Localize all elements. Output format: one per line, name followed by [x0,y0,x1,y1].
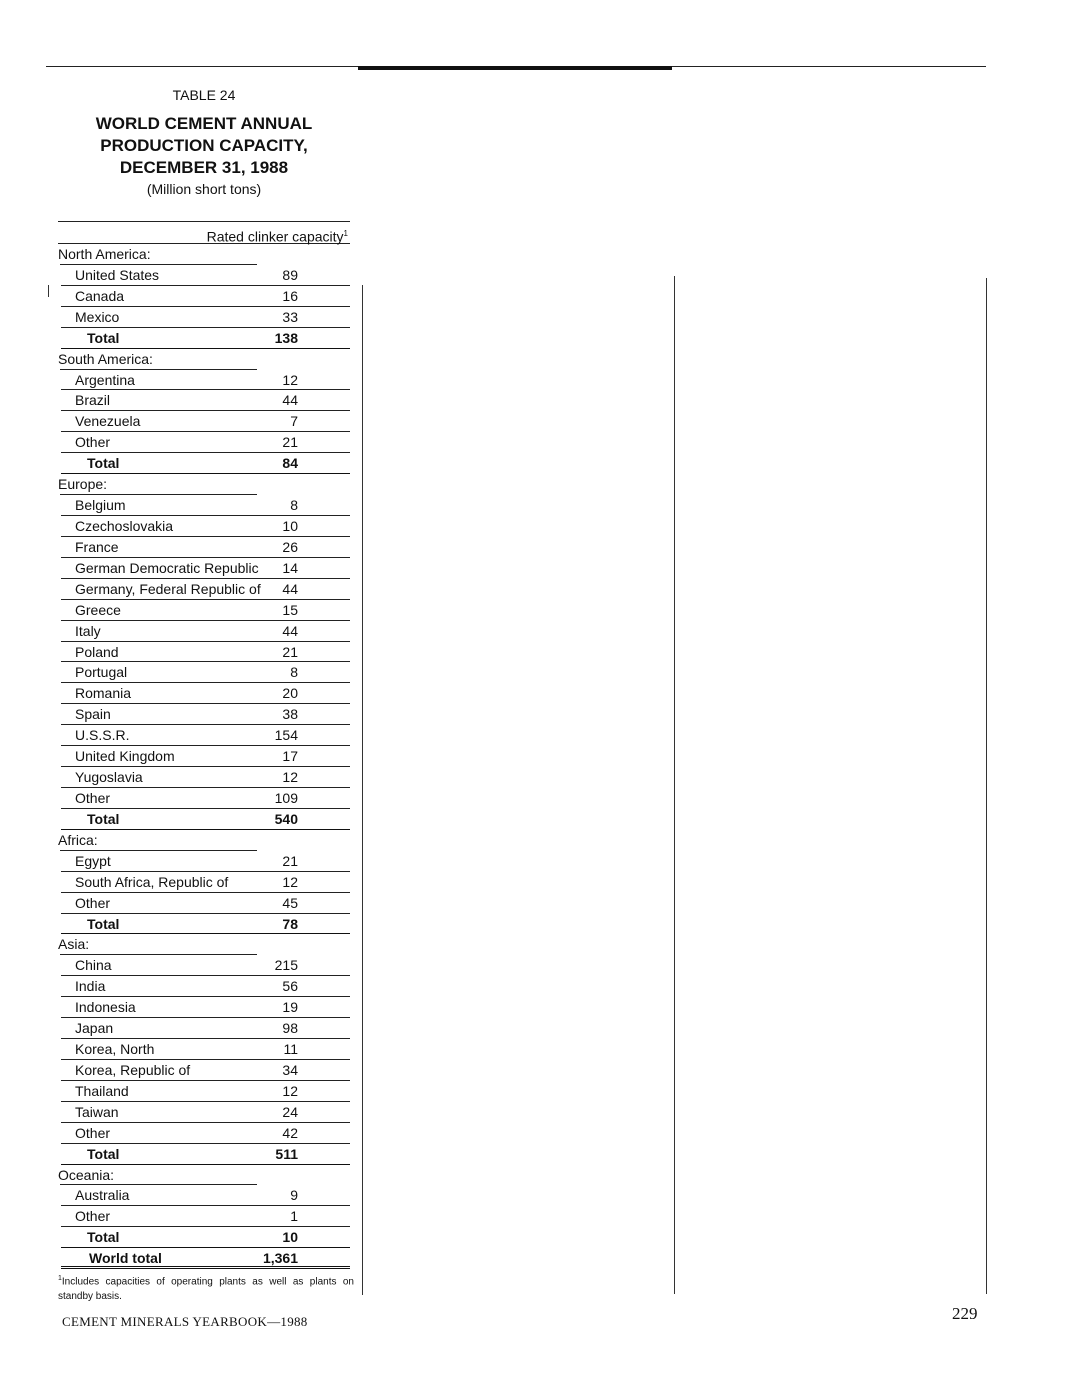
table-row [61,976,350,997]
row-label: India [75,978,106,995]
total-row [61,328,350,349]
total-row [61,1144,350,1165]
table-row [61,746,350,767]
row-label: Romania [75,685,132,702]
table-row [61,1060,350,1081]
row-value: 21 [282,643,298,660]
table-row [61,725,350,746]
row-value: 12 [282,873,298,890]
row-label: German Democratic Republic [75,559,259,576]
table-row [61,1185,350,1206]
right-column-rule [362,285,363,1295]
table-title-line: PRODUCTION CAPACITY, [100,136,308,155]
column-header [58,222,350,244]
table-row [61,600,350,621]
table-row [61,516,350,537]
table-row [61,307,350,328]
table-row [61,1081,350,1102]
row-label: South Africa, Republic of [75,873,229,890]
row-value: 12 [282,769,298,786]
region-row [58,830,350,851]
row-label: Portugal [75,664,128,681]
footnote-text: Includes capacities of operating plants as well as plants on standby basis. [58,1276,354,1303]
table-row [61,495,350,516]
table-row [61,683,350,704]
row-value: 42 [282,1124,298,1141]
row-label: Germany, Federal Republic of [75,580,261,597]
row-value: 9 [290,1187,298,1204]
row-value: 17 [282,748,298,765]
total-row [61,914,350,935]
region-row [58,474,350,495]
row-value: 10 [282,517,298,534]
row-label: U.S.S.R. [75,727,130,744]
row-label: North America: [58,246,151,262]
row-value: 89 [282,266,298,283]
middle-column-rule [674,276,675,1294]
row-value: 10 [282,1229,298,1246]
table-row [61,662,350,683]
row-value: 56 [282,978,298,995]
row-label: Argentina [75,371,135,388]
table-row [61,1123,350,1144]
left-column-rule [48,285,49,297]
table-row [61,579,350,600]
table-row [61,851,350,872]
table-row [61,788,350,809]
table-row [61,265,350,286]
row-label: Asia: [58,936,90,953]
table-title-line: DECEMBER 31, 1988 [119,158,289,177]
table-row [61,1018,350,1039]
row-value: 7 [290,413,298,430]
top-rule-thick [358,66,672,70]
row-value: 109 [274,789,298,806]
table-row [61,704,350,725]
row-label: Belgium [75,497,126,514]
table-row [61,286,350,307]
world-total-row [61,1248,350,1269]
column-header-label: Rated clinker capacity [206,228,344,245]
table-row [61,558,350,579]
row-label: South America: [58,350,153,367]
page-number: 229 [952,1304,978,1323]
total-row [61,1227,350,1248]
row-label: Australia [75,1187,130,1204]
row-label: Spain [75,706,111,723]
row-label: Venezuela [75,413,141,430]
row-label: Oceania: [58,1166,115,1183]
table-row [61,621,350,642]
row-label: Canada [75,287,125,304]
table-row [61,955,350,976]
row-label: Italy [75,622,101,639]
row-label: Other [75,894,111,911]
row-value: 38 [282,706,298,723]
row-label: Other [75,789,111,806]
table-row [61,767,350,788]
row-value: 45 [282,894,298,911]
table-row [61,1039,350,1060]
far-right-column-rule [986,278,987,1294]
table-row [61,390,350,411]
region-row [58,349,350,370]
row-label: Czechoslovakia [75,517,174,534]
row-value: 34 [282,1061,298,1078]
row-value: 138 [274,329,298,346]
row-value: 44 [282,580,298,597]
row-value: 44 [282,392,298,409]
row-label: Total [87,1145,120,1162]
row-value: 33 [282,308,298,325]
row-value: 12 [282,1082,298,1099]
row-label: Korea, Republic of [75,1061,191,1078]
row-label: Other [75,434,111,451]
row-label: Thailand [75,1082,129,1099]
row-value: 24 [282,1103,298,1120]
total-row [61,809,350,830]
row-label: Europe: [58,476,108,493]
row-label: Poland [75,643,119,660]
row-value: 21 [282,852,298,869]
table-row [61,642,350,663]
footnote-marker: 1 [58,1275,62,1282]
table-row [61,411,350,432]
row-value: 11 [283,1041,298,1058]
table-row [61,893,350,914]
row-label: Total [87,810,120,827]
row-value: 14 [282,559,298,576]
table-body [58,244,350,1269]
row-value: 19 [282,999,298,1016]
row-label: Total [87,1229,120,1246]
row-label: Taiwan [75,1103,119,1120]
row-value: 8 [290,664,298,681]
row-value: 8 [290,497,298,514]
row-value: 16 [282,287,298,304]
region-row [58,934,350,955]
capacity-table [58,221,350,1269]
row-value: 15 [282,601,298,618]
table-title-line: WORLD CEMENT ANNUAL [95,114,313,133]
table-row [61,370,350,391]
row-value: 84 [282,455,298,472]
row-value: 21 [282,434,298,451]
row-label: China [75,957,112,974]
row-value: 98 [282,1020,298,1037]
row-label: Other [75,1124,111,1141]
table-row [61,432,350,453]
row-label: Total [87,915,120,932]
row-label: Africa: [58,831,98,848]
running-footer: CEMENT MINERALS YEARBOOK—1988 [62,1314,308,1329]
row-value: 511 [275,1145,298,1162]
region-row [58,244,350,265]
row-label: France [75,538,119,555]
table-row [61,997,350,1018]
row-value: 1,361 [262,1250,298,1267]
total-row [61,453,350,474]
row-label: Total [87,455,120,472]
row-label: Greece [75,601,121,618]
row-label: Korea, North [75,1041,155,1058]
row-label: Indonesia [75,999,136,1016]
row-value: 1 [290,1208,298,1225]
row-value: 78 [282,915,298,932]
table-title [58,113,350,179]
table-units: (Million short tons) [146,181,262,197]
row-value: 44 [282,622,298,639]
row-value: 540 [274,810,298,827]
row-value: 215 [274,957,298,974]
row-label: United Kingdom [75,748,175,765]
table-row [61,872,350,893]
row-label: Yugoslavia [75,769,143,786]
table-row [61,537,350,558]
row-label: Total [87,329,120,346]
row-label: World total [89,1250,162,1267]
row-value: 20 [282,685,298,702]
row-label: United States [75,266,160,283]
region-row [58,1165,350,1186]
table-number: TABLE 24 [172,87,236,103]
row-label: Egypt [75,852,111,869]
row-label: Mexico [75,308,120,325]
footnote [58,1271,354,1304]
row-label: Japan [75,1020,114,1037]
row-value: 12 [282,371,298,388]
row-value: 154 [274,727,298,744]
row-label: Brazil [75,392,111,409]
footnote-ref: 1 [343,229,348,238]
row-value: 26 [282,538,298,555]
row-label: Other [75,1208,111,1225]
table-row [61,1102,350,1123]
table-row [61,1206,350,1227]
